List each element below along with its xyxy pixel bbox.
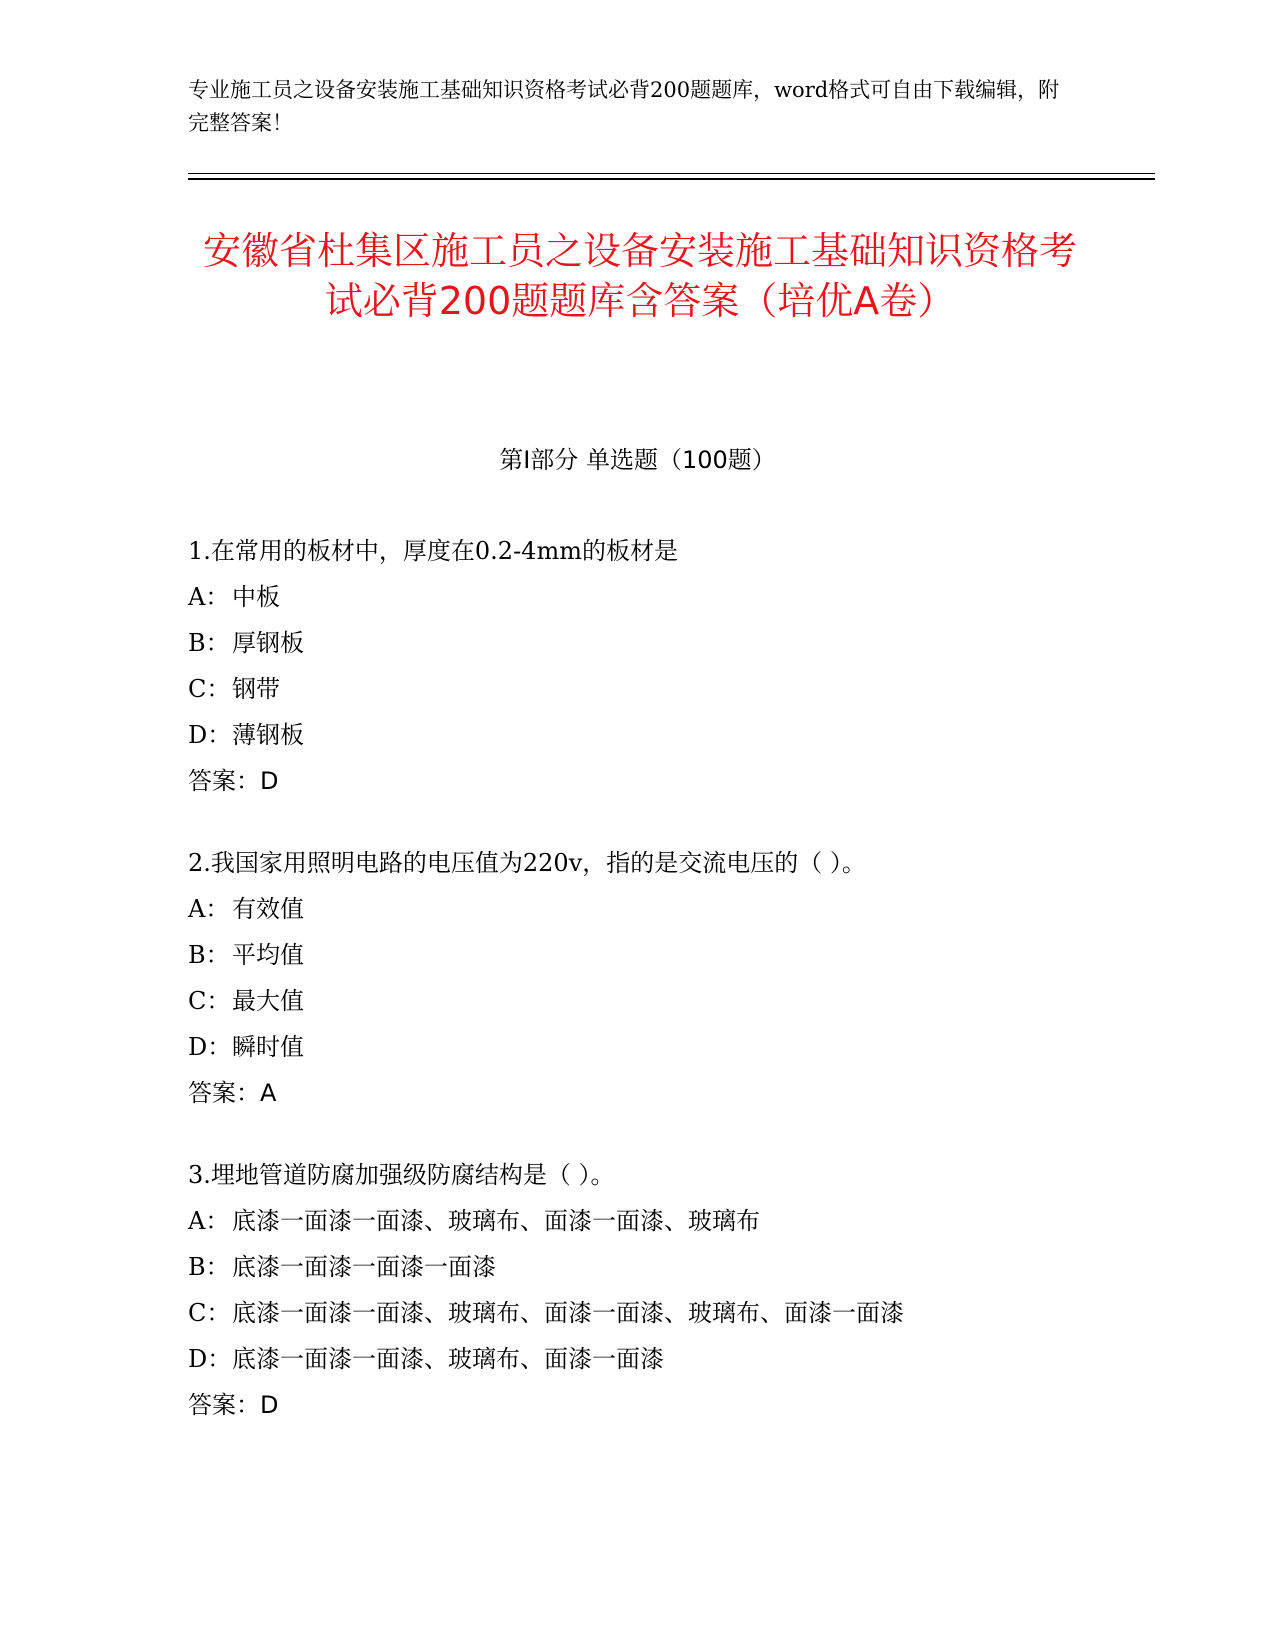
option-key: A： bbox=[188, 583, 230, 611]
option-b bbox=[188, 1244, 1088, 1290]
header-rule-bottom bbox=[188, 178, 1155, 180]
question-list bbox=[188, 528, 1088, 1464]
option-a bbox=[188, 1198, 1088, 1244]
option-c bbox=[188, 1290, 1088, 1336]
option-key: A： bbox=[188, 895, 230, 923]
question-item bbox=[188, 528, 1088, 804]
option-b bbox=[188, 620, 1088, 666]
option-text: 有效值 bbox=[232, 895, 304, 923]
option-text: 钢带 bbox=[232, 675, 280, 703]
header-note: 专业施工员之设备安装施工基础知识资格考试必背200题题库，word格式可自由下载编辑，附完整答案！ bbox=[188, 78, 1060, 135]
option-text: 薄钢板 bbox=[232, 721, 304, 749]
option-text: 中板 bbox=[232, 583, 280, 611]
answer: 答案：D bbox=[188, 1391, 279, 1419]
option-c bbox=[188, 978, 1088, 1024]
option-key: D： bbox=[188, 1345, 232, 1373]
question-stem: 1.在常用的板材中，厚度在0.2-4mm的板材是 bbox=[188, 537, 678, 565]
option-d bbox=[188, 712, 1088, 758]
question-item bbox=[188, 1152, 1088, 1428]
option-text: 最大值 bbox=[232, 987, 304, 1015]
option-d bbox=[188, 1024, 1088, 1070]
question-stem: 2.我国家用照明电路的电压值为220v，指的是交流电压的（ ）。 bbox=[188, 849, 866, 877]
option-key: C： bbox=[188, 1299, 231, 1327]
option-key: B： bbox=[188, 941, 230, 969]
option-key: A： bbox=[188, 1207, 230, 1235]
option-d bbox=[188, 1336, 1088, 1382]
option-text: 底漆一面漆一面漆、玻璃布、面漆一面漆、玻璃布、面漆一面漆 bbox=[232, 1299, 904, 1327]
option-text: 底漆一面漆一面漆、玻璃布、面漆一面漆、玻璃布 bbox=[232, 1207, 760, 1235]
option-key: B： bbox=[188, 629, 230, 657]
option-text: 平均值 bbox=[232, 941, 304, 969]
option-key: C： bbox=[188, 987, 231, 1015]
option-key: D： bbox=[188, 1033, 232, 1061]
answer: 答案：D bbox=[188, 767, 279, 795]
option-text: 底漆一面漆一面漆、玻璃布、面漆一面漆 bbox=[232, 1345, 664, 1373]
option-a bbox=[188, 886, 1088, 932]
option-text: 底漆一面漆一面漆一面漆 bbox=[232, 1253, 496, 1281]
option-key: B： bbox=[188, 1253, 230, 1281]
option-c bbox=[188, 666, 1088, 712]
section-heading: 第I部分 单选题（100题） bbox=[499, 446, 776, 474]
option-a bbox=[188, 574, 1088, 620]
option-text: 瞬时值 bbox=[232, 1033, 304, 1061]
document-title: 安徽省杜集区施工员之设备安装施工基础知识资格考试必背200题题库含答案（培优A卷） bbox=[202, 229, 1077, 323]
header-rule-top bbox=[188, 173, 1155, 174]
option-key: C： bbox=[188, 675, 231, 703]
question-item bbox=[188, 840, 1088, 1116]
answer: 答案：A bbox=[188, 1079, 277, 1107]
option-key: D： bbox=[188, 721, 232, 749]
question-stem: 3.埋地管道防腐加强级防腐结构是（ ）。 bbox=[188, 1161, 615, 1189]
option-text: 厚钢板 bbox=[232, 629, 304, 657]
option-b bbox=[188, 932, 1088, 978]
